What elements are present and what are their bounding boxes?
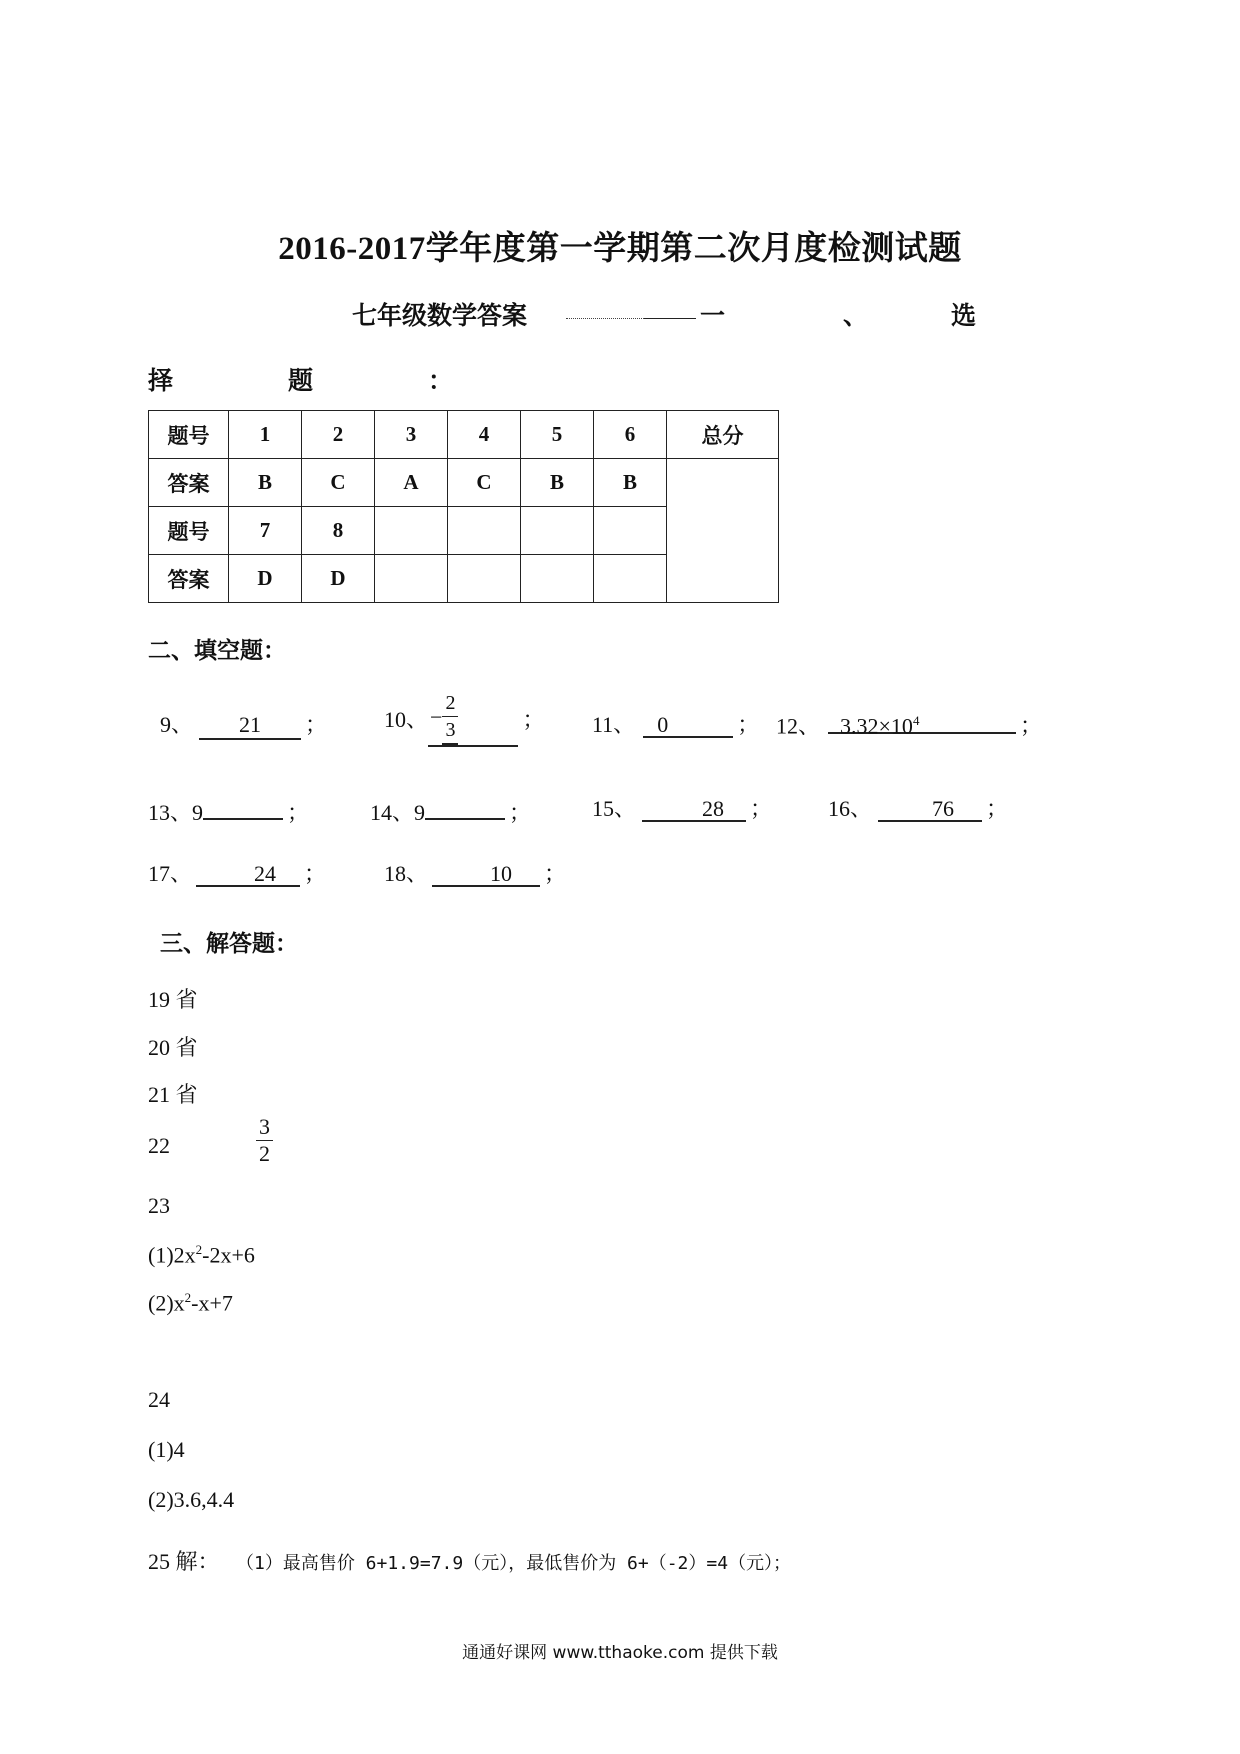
fill-q14 (370, 792, 531, 827)
question-number: 16、 (828, 796, 873, 821)
fraction-numerator: 2 (442, 690, 458, 717)
total-score-cell (667, 459, 779, 603)
answer-blank (828, 708, 1016, 739)
answer-24: 24 (148, 1387, 170, 1412)
table-cell: 3 (375, 411, 448, 459)
answer-blank: 10 (432, 861, 540, 887)
subtitle-section-one: 一 (700, 303, 726, 330)
section-fill-blank-heading: 二、填空题： (148, 638, 286, 663)
table-cell (375, 507, 448, 555)
answer-21: 21 省 (148, 1082, 198, 1107)
punctuation: ； (544, 861, 567, 886)
answer-blank: 28 (642, 796, 746, 822)
fill-q15 (592, 792, 772, 823)
question-number: 12、 (776, 713, 821, 739)
subtitle: 七年级数学答案 (352, 303, 528, 330)
subtitle-dotted-leader (566, 306, 696, 324)
table-cell: 题号 (149, 507, 229, 555)
total-score-header: 总分 (667, 411, 779, 459)
table-cell (521, 507, 594, 555)
answer-22-fraction (256, 1114, 273, 1167)
table-cell: 答案 (149, 555, 229, 603)
table-cell: 1 (229, 411, 302, 459)
answer-blank: 76 (878, 796, 982, 822)
answer-23: 23 (148, 1193, 170, 1218)
subtitle-ti: 题 (288, 368, 314, 395)
question-number: 10、 (384, 707, 429, 732)
expr-part: -x+7 (191, 1290, 233, 1316)
answer-blank: 24 (196, 861, 300, 887)
fill-q11 (592, 708, 759, 739)
answer-25-text: （1）最高售价 6+1.9=7.9（元），最低售价为 6+（-2）=4（元）； (236, 1553, 792, 1574)
answer-19: 19 省 (148, 987, 198, 1012)
table-cell (448, 507, 521, 555)
subtitle-xuan: 选 (951, 303, 977, 330)
table-cell: 5 (521, 411, 594, 459)
table-cell: D (229, 555, 302, 603)
table-row (149, 411, 779, 459)
punctuation: ； (986, 796, 1009, 821)
table-cell (375, 555, 448, 603)
answer-blank: 0 (643, 712, 733, 738)
question-number: 17、 (148, 861, 193, 886)
answer-24-part1: (1)4 (148, 1437, 185, 1462)
punctuation: ； (1020, 713, 1043, 739)
table-cell: 2 (302, 411, 375, 459)
answer-20: 20 省 (148, 1035, 198, 1060)
fill-q17 (148, 857, 326, 888)
fraction-numerator: 3 (256, 1114, 273, 1141)
table-cell (594, 507, 667, 555)
table-cell: B (521, 459, 594, 507)
subtitle-colon: ： (428, 368, 454, 395)
answer-blank (203, 792, 283, 820)
answer-blank (425, 792, 505, 820)
table-cell (521, 555, 594, 603)
table-cell: 6 (594, 411, 667, 459)
question-number: 14、9 (370, 800, 426, 825)
punctuation: ； (304, 861, 327, 886)
table-cell: B (229, 459, 302, 507)
fill-q9 (160, 708, 327, 740)
expr-exponent: 2 (195, 1242, 203, 1257)
fraction-denominator: 3 (445, 719, 456, 741)
punctuation: ； (522, 707, 545, 732)
fill-q16 (828, 792, 1008, 823)
table-row (149, 459, 779, 507)
answer-25-number: 25 解： (148, 1549, 220, 1574)
table-cell: 题号 (149, 411, 229, 459)
subtitle-ze: 择 (148, 368, 174, 395)
question-number: 11、 (592, 712, 636, 737)
table-cell: 答案 (149, 459, 229, 507)
table-cell: 8 (302, 507, 375, 555)
fraction (442, 690, 458, 745)
expr-part: (1)2x (148, 1242, 196, 1268)
question-number: 9、 (160, 712, 194, 737)
fill-q13 (148, 792, 309, 827)
negative-sign: − (430, 704, 443, 730)
question-number: 15、 (592, 796, 637, 821)
answer-23-part2 (148, 1290, 233, 1316)
table-cell: D (302, 555, 375, 603)
fill-q10 (384, 690, 544, 747)
expr-part: (2)x (148, 1290, 185, 1316)
answer-24-part2: (2)3.6,4.4 (148, 1487, 235, 1512)
table-cell: 4 (448, 411, 521, 459)
answer-blank (428, 690, 518, 747)
fill-q18 (384, 857, 566, 888)
expr-part: -2x+6 (202, 1242, 255, 1268)
table-cell: A (375, 459, 448, 507)
table-cell: C (448, 459, 521, 507)
answer-22-number: 22 (148, 1133, 170, 1158)
fraction-denominator: 2 (259, 1141, 270, 1166)
footer-credit: 通通好课网 www.tthaoke.com 提供下载 (462, 1643, 778, 1663)
table-cell (594, 555, 667, 603)
table-cell: B (594, 459, 667, 507)
expr-exponent: 2 (184, 1290, 192, 1305)
fill-q12 (776, 708, 1042, 740)
answer-blank: 21 (199, 712, 301, 740)
answer-exponent: 4 (912, 713, 920, 728)
table-cell (448, 555, 521, 603)
question-number: 18、 (384, 861, 429, 886)
punctuation: ； (750, 796, 773, 821)
punctuation: ； (509, 800, 532, 825)
answer-23-part1 (148, 1242, 255, 1268)
answer-base: 3.32×10 (840, 713, 913, 739)
punctuation: ； (287, 800, 310, 825)
punctuation: ； (305, 712, 328, 737)
table-cell: 7 (229, 507, 302, 555)
choice-answer-table (148, 410, 779, 603)
page-title: 2016-2017学年度第一学期第二次月度检测试题 (278, 231, 962, 267)
section-solution-heading: 三、解答题： (160, 931, 298, 956)
subtitle-comma: 、 (843, 303, 869, 330)
punctuation: ； (737, 712, 760, 737)
table-cell: C (302, 459, 375, 507)
question-number: 13、9 (148, 800, 204, 825)
